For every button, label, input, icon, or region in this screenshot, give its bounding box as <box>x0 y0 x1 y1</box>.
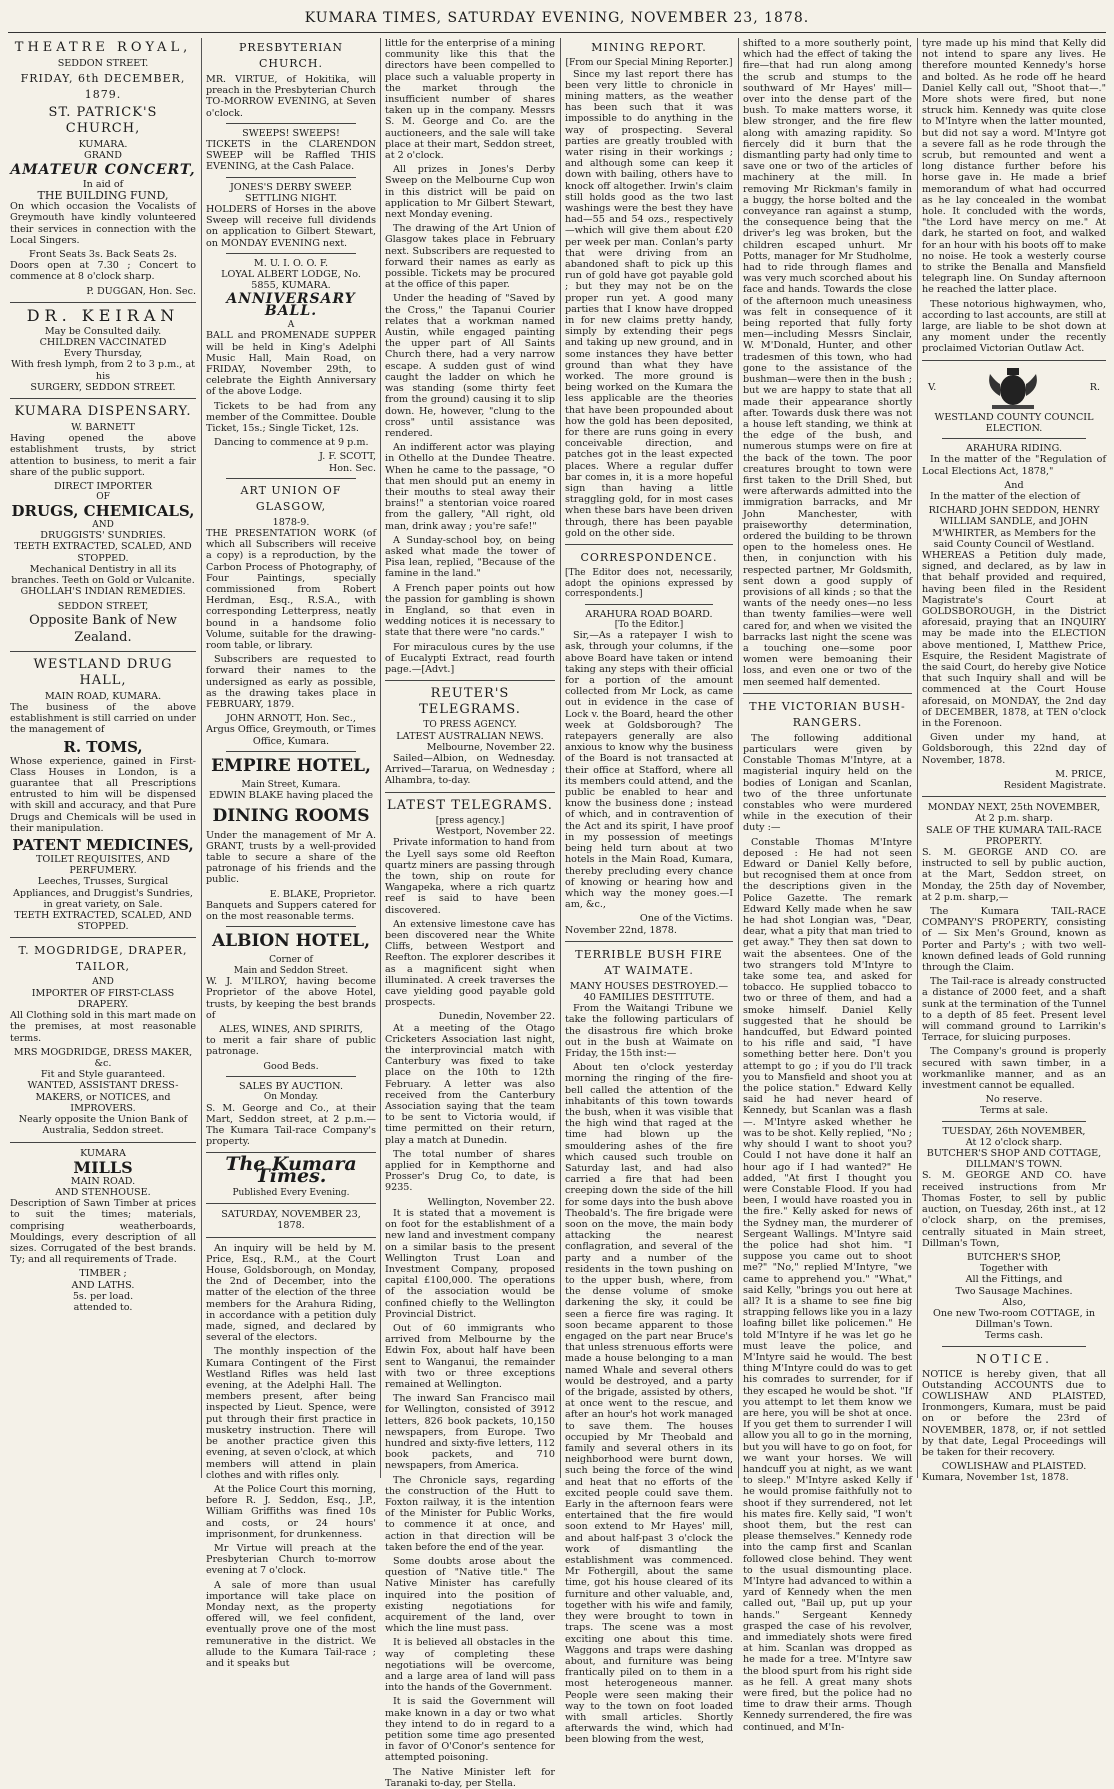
doors: Doors open at 7.30 ; Concert to commence at 8 o'clock sharp. <box>10 260 196 283</box>
telegram: The total number of shares applied for in Kempthorne and Prosser's Drug Co, to date, is 9235. <box>385 1148 555 1194</box>
church-title: ST. PATRICK'S CHURCH, <box>48 105 158 137</box>
toms-body: Whose experience, gained in First-Class Houses in London, is a guarantee that all Prescriptions entrusted to him will be dispensed with skill and accuracy, and that Pure Drugs and Chemicals will be used in their manipulation. <box>10 755 196 834</box>
election-title: WESTLAND COUNTY COUNCIL ELECTION. <box>934 411 1094 434</box>
together: Together with <box>980 1263 1048 1275</box>
barnett: W. BARNETT <box>71 422 135 434</box>
attended: attended to. <box>73 1301 133 1313</box>
article-para: Under the heading of "Saved by the Cross," the Tapanui Courier relates that a workman named Austin, while engaged painting the upper part of All Saints Church there, had a very narrow escape. A sudden gust of wind caught the ladder on which he was standing (some thirty feet from the ground) causing it to slip down. He, however, "clung to the cross" until assistance was rendered. <box>385 293 555 439</box>
cottage: One new Two-room COTTAGE, in Dillman's Town. <box>932 1307 1096 1331</box>
letter-date: November 22nd, 1878. <box>565 924 677 936</box>
divider <box>585 604 713 605</box>
mining-title: MINING REPORT. <box>591 41 707 54</box>
dateline: Wellington, November 22. <box>427 1196 555 1208</box>
dentistry: Mechanical Dentistry in all its branches. Teeth on Gold or Vulcanite. <box>11 563 195 587</box>
matter-1: In the matter of the "Regulation of Local Elections Act, 1878," <box>922 454 1106 477</box>
grand-label: GRAND <box>84 150 122 162</box>
fire-body: shifted to a more southerly point, which had the effect of taking the fire—that had run along among the scrub and stumps to the southward of Mr Hayes' mill—over into the dense part of the bush. To make matters worse, it blew stronger, and the fire flew along with amazing rapidity. So fiercely did it burn that the dismantling party had only time to save one or two of the articles of machinery at the mill. In removing Mr Rickman's family in a buggy, the horse bolted and the conveyance ran against a stump, the consequence being that the driver's leg was broken, but the children escaped unhurt. Mr Potts, manager for Mr Studholme, had to ride through flames and was very much scorched about his face and hands. Towards the close of the afternoon much uneasiness was felt in consequence of it being reported that fully forty men—including Messrs Sinclair, W. M'Donald, Hunter, and other tradesmen of this town, who had gone to the assistance of the bushman—were then in the bush ; but we are happy to state that all made their appearance shortly after. Towards dusk there was not a house left standing, we think at the edge of the bush, and numerous stumps were on fire at the back of the town. The poor creatures brought to town were first taken to the Drill Shed, but were afterwards admitted into the immigration barracks, and Mr John Manchester, with praiseworthy determination, ordered the building to be thrown open to the homeless ones. He then, in conjunction with his respected partner, Mr Goldsmith, sent down a good supply of provisions of all kinds ; so that the wants of the needy ones—no less than twenty families—were well cared for, and when we visited the barracks last night the scene was a touching one—some poor women were bemoaning their loss, and even one or two of the men seemed half demented. <box>743 38 912 688</box>
george-2: S. M. GEORGE AND CO. have received instructions from Mr Thomas Foster, to sell by public auction, on Tuesday, 26th inst., at 12 o'clock sharp, on the premises, centrally situated in Main street, Dillman's Town, <box>922 1170 1106 1249</box>
a-label: A <box>287 319 295 330</box>
dining-body: Under the management of Mr A. GRANT, trusts by a well-provided table to secure a share of the patronage of his friends and the public. <box>206 829 376 886</box>
terms-cash: Terms cash. <box>984 1330 1044 1342</box>
drug-hall-title: WESTLAND DRUG HALL, <box>33 656 173 688</box>
bushrangers-body: Constable Thomas M'Intyre deposed : He had not seen Edward or Daniel Kelly before, but recognised them at once from the descriptions given in the Police Gazette. The remark Edward Kelly made when he saw he had shot Longian was, "Dear, dear, what a pity that man tried to get away." They then sat down to wait the absentees. One of the two strangers told M'Intyre to take some tea, and asked for tobacco. He supplied tobacco to two or three of them, and had a smoke himself. Daniel Kelly suggested that he should be handcuffed, but Edward pointed to his rifle and said, "I have something better here. Don't you attempt to go ; if you do I'll track you to Mansfield and shoot you at the police station." Edward Kelly said he had never heard of Kennedy, but Scanlan was a flash —. M'Intyre asked whether he was to be shot. Kelly replied, "No ; why should I want to shoot you? Could I not have done it half an hour ago if I had wanted?" He added, "At first I thought you were Constable Flood. If you had been, I would have roasted you in the fire." Kelly asked for news of the Sydney man, the murderer of Sergeant Wallings. M'Intyre said the police had shot him. "I suppose you came out to shoot me?" "No," replied M'Intyre, "we came to apprehend you." "What," said Kelly, "brings you out here at all? It is a shame to see fine big strapping fellows like you in a lazy loafing billet like policemen." He told M'Intyre if he was let go he must leave the police, and M'Intyre said he would. The best thing M'Intyre could do was to get his comrades to surrender, for if they escaped he would be shot. "If you attempt to let them know we are here, you will be shot at once. If you get them to surrender I will allow you all to go in the morning, but you will have to go on foot, for we want your horses. We will handcuff you at night, as we want to sleep." M'Intyre asked Kelly if he would promise faithfully not to shoot if they surrendered, not let his mates fire. Kelly said, "I won't shoot them, but the rest can please themselves." Kennedy rode into the camp first and Scanlan followed close behind. They went to the usual dismounting place. M'Intyre had advanced to within a yard of Kennedy when the men called out, "Bail up, put up your hands." Sergeant Kennedy grasped the case of his revolver, and immediately shots were fired at him. Scanlan was dropped as he made for a tree. M'Intyre saw the blood spurt from his right side as he fell. A great many shots were fired, but the police had no time to draw their arms. Though Kennedy surrendered, the fire was continued, and M'In- <box>743 836 913 1733</box>
tailrace-2: The Tail-race is already constructed a distance of 2000 feet, and a shaft sunk at the termination of the Tunnel to a depth of 85 feet. Present level will command ground to Larrikin's Terrace, for sluicing purposes. <box>922 976 1106 1044</box>
ball-dancing: Dancing to commence at 9 p.m. <box>214 437 369 449</box>
doctor-title: DR. KEIRAN <box>26 305 180 325</box>
rm: Resident Magistrate. <box>1003 779 1106 791</box>
scott-sec: Hon. Sec. <box>328 462 376 474</box>
monday-next: MONDAY NEXT, 25th NOVEMBER, At 2 p.m. sharp. <box>927 802 1101 825</box>
divider <box>942 438 1086 439</box>
column-rule <box>380 38 381 1478</box>
paper-title: The Kumara Times. <box>225 1153 357 1187</box>
tuesday: TUESDAY, 26th NOVEMBER, <box>942 1125 1086 1137</box>
divider <box>226 478 356 479</box>
and-label: And <box>1004 479 1024 491</box>
dispensary-body: Having opened the above establishment trusts, by strict attention to business, to merit a fair share of the public support. <box>10 433 196 478</box>
teeth: TEETH EXTRACTED, SCALED, AND STOPPED. <box>14 541 192 564</box>
tailrace-3: The Company's ground is properly secured with sawn timber, in a workmanlike manner, and as an investment cannot be equalled. <box>922 1046 1106 1092</box>
article-para: An indifferent actor was playing in Othello at the Dundee Theatre. When he came to the passage, "O that men should put an enemy in their mouths to steal away their brains!" a stentorian voice roared from the gallery, "All right, old man, drink away ; you're safe!" <box>385 442 555 532</box>
divider <box>226 1076 356 1077</box>
toms-name: R. TOMS, <box>63 737 143 756</box>
telegram: Private information to hand from the Lyell says some old Reefton quartz miners are passing through the town, ship on route for Wangapeka, where a rich quartz reef is said to have been discovered. <box>385 837 555 916</box>
riding: ARAHURA RIDING. <box>966 443 1062 455</box>
telegram: Out of 60 immigrants who arrived from Melbourne by the Edwin Fox, about half have been sent to Wanganui, the remainder with two or three exceptions remained at Wellington. <box>385 1322 555 1390</box>
matter-2: In the matter of the election of <box>930 490 1080 502</box>
editorial: A sale of more than usual importance will take place on Monday next, as the property offered will, we feel confident, eventually prove one of the most remunerative in the district. We allude to the Kumara Tail-race ; and it speaks but <box>206 1579 376 1669</box>
editorial: An inquiry will be held by M. Price, Esq., R.M., at the Court House, Goldsborough, on Monday, the 2nd of December, into the matter of the election of the three members for the Arahura Riding, in accordance with a petition duly made, signed, and declared by several of the electors. <box>206 1242 376 1344</box>
art-union-title: ART UNION OF GLASGOW, <box>240 483 342 513</box>
dining-title: DINING ROOMS <box>212 805 370 826</box>
divider <box>10 651 196 652</box>
telegram: It is said the Government will make known in a day or two what they intend to do in regard to a petition some time ago presented in favor of O'Conor's sentence for attempted poisoning. <box>385 1696 555 1764</box>
mogdridge-imp: IMPORTER OF FIRST-CLASS DRAPERY. <box>31 987 175 1011</box>
notice-title: NOTICE. <box>976 1351 1052 1366</box>
article-para: For miraculous cures by the use of Eucalypti Extract, read fourth page.—[Advt.] <box>385 641 555 675</box>
theatre-date: FRIDAY, 6th DECEMBER, 1879. <box>20 72 186 102</box>
sweeps-title: SWEEPS! SWEEPS! <box>242 127 340 139</box>
notice-date: Kumara, November 1st, 1878. <box>922 1472 1069 1484</box>
nearly: Nearly opposite the Union Bank of Australia, Seddon street. <box>18 1114 188 1137</box>
telegram: It is stated that a movement is on foot for the establishment of a new land and investment company on a similar basis to the present Wellington Trust Loan and Investment Company, proposed capital £100,000. The operations of the association would be confined chiefly to the Wellington Provincial District. <box>385 1207 555 1320</box>
press-agency: TO PRESS AGENCY. <box>423 720 517 731</box>
noon: At 12 o'clock sharp. <box>965 1136 1063 1148</box>
sundries: DRUGGISTS' SUNDRIES. <box>40 530 166 542</box>
scott: J. F. SCOTT, <box>319 451 376 463</box>
toilet: TOILET REQUISITES, AND PERFUMERY. <box>36 853 170 877</box>
column-rule <box>560 38 561 1478</box>
divider <box>206 1237 376 1238</box>
article-para: A French paper points out how the passion for gambling is shown in England, so that even in wedding notices it is necessary to state that there were "no cards." <box>385 582 555 639</box>
banquets: Banquets and Suppers catered for on the most reasonable terms. <box>206 899 376 922</box>
teeth-2: TEETH EXTRACTED, SCALED, AND STOPPED. <box>14 909 192 933</box>
press-agency: [press agency.] <box>435 815 505 826</box>
good-beds: Good Beds. <box>263 1060 319 1072</box>
members-names: RICHARD JOHN SEDDON, HENRY WILLIAM SANDLE, and JOHN M'WHIRTER, as Members for the said County Council of Westland. <box>928 505 1100 550</box>
dateline: Westport, November 22. <box>435 826 555 838</box>
notice-body: NOTICE is hereby given, that all Outstanding ACCOUNTS due to COWLISHAW AND PLAISTED, Ironmongers, Kumara, must be paid on or before the 23rd of NOVEMBER, 1878, or, if not settled by that date, Legal Proceedings will be taken for their recovery. <box>922 1368 1106 1458</box>
bushrangers-body: tyre made up his mind that Kelly did not intend to spare any lives. He therefore mounted Kennedy's horse and bolted. As he rode off he heard Daniel Kelly call out, "Shoot that—." More shots were fired, but none struck him. Kennedy was quite close to M'Intyre when the latter mounted, but did not say a word. M'Intyre got a severe fall as he rode through the scrub, but remounted and went a long distance further before his horse gave in. He made a brief memorandum of what had occurred as he lay concealed in the wombat hole. It concluded with the words, "the Lord have mercy on me." At dark, he started on foot, and walked for an hour with his boots off to make no noise. He took a westerly course to strike the Benalla and Mansfield telegraph line. On Sunday afternoon he reached the latter place. <box>922 38 1106 296</box>
in-aid: In aid of <box>82 178 124 190</box>
divider <box>565 544 733 545</box>
column-rule <box>738 38 739 1478</box>
laths: AND LATHS. <box>71 1279 135 1291</box>
mining-reporter: [From our Special Mining Reporter.] <box>565 58 733 68</box>
holders: HOLDERS of Horses in the above Sweep will receive full dividends on application to Gilbert Stewart, on MONDAY EVENING next. <box>206 204 376 249</box>
mills-road: MAIN ROAD. <box>70 1175 136 1187</box>
telegram: It is believed all obstacles in the way of completing these negotiations will be overcome, and a large area of land will pass into the hands of the Government. <box>385 1637 555 1694</box>
drug-hall-body: The business of the above establishment is still carried on under the management of <box>10 701 196 736</box>
sweeps-body: TICKETS in the CLARENDON SWEEP will be Raffled THIS EVENING, at the Cash Palace. <box>206 139 376 173</box>
fit: Fit and Style guaranteed. <box>40 1069 166 1081</box>
masthead: KUMARA TIMES, SATURDAY EVENING, NOVEMBER 23, 1878. <box>304 10 810 26</box>
divider <box>226 751 356 752</box>
and-label: AND <box>92 519 114 530</box>
divider <box>10 302 196 303</box>
ales: ALES, WINES, AND SPIRITS, <box>219 1024 363 1035</box>
edwin: EDWIN BLAKE having placed the <box>209 790 373 802</box>
on-monday: On Monday. <box>263 1092 319 1103</box>
tailrace: The Kumara TAIL-RACE COMPANY'S PROPERTY, consisting of — Six Men's Ground, known as Porter and Party's ; with two well-known defined leads of Gold running through the Claim. <box>922 906 1106 974</box>
editor-note: [The Editor does not, necessarily, adopt the opinions expressed by correspondents.] <box>565 568 733 600</box>
mills-body: Description of Sawn Timber at prices to suit the times; materials, comprising weatherboards, Mouldings, every description of all sizes. Corrugated of the best brands. Ty; and all requirements of Trade. <box>10 1198 196 1266</box>
divider <box>942 1121 1086 1122</box>
and-label: AND <box>92 977 114 988</box>
art-body: THE PRESENTATION WORK (of which all Subscribers will receive a copy) is a reproduction, by the Carbon Process of Photography, of Four Paintings, specially commissioned from Robert Herdman, Esq., R.S.A., with corresponding Letterpress, neatly bound in a handsome folio Volume, suitable for the drawing-room table, or library. <box>206 528 376 652</box>
telegram: An extensive limestone cave has been discovered near the White Cliffs, between Westport and Reefton. The explorer describes it as a magnificent sight when illuminated. A creek traverses the cave yielding good payable gold prospects. <box>385 918 555 1009</box>
divider <box>226 123 356 124</box>
divider <box>385 792 555 793</box>
albion-title: ALBION HOTEL, <box>211 931 371 952</box>
letter-sign: One of the Victims. <box>639 913 733 925</box>
fittings: All the Fittings, and <box>965 1274 1063 1286</box>
tailrace-sale-title: SALE OF THE KUMARA TAIL-RACE PROPERTY. <box>926 824 1102 847</box>
v-label: V. <box>928 382 937 394</box>
albion-merit: to merit a fair share of public patronage. <box>206 1035 376 1058</box>
of-label: OF <box>96 492 110 503</box>
terms: Terms at sale. <box>979 1105 1049 1117</box>
whereas: WHEREAS a Petition duly made, signed, and declared, as by law in that behalf provided and required, having been filed in the Resident Magistrate's Court at GOLDSBOROUGH, in the District aforesaid, praying that an INQUIRY may be made into the ELECTION above mentioned, I, Matthew Price, Esquire, the Resident Magistrate of the said Court, do hereby give Notice that such Inquiry shall and will be commenced at the Court House aforesaid, on MONDAY, the 2nd day of DECEMBER, 1878, at TEN o'clock in the Forenoon. <box>922 549 1106 729</box>
correspondence-title: CORRESPONDENCE. <box>580 551 718 565</box>
doctor-line: May be Consulted daily. <box>44 325 162 337</box>
column-2 <box>206 38 376 1669</box>
divider <box>10 398 196 399</box>
divider <box>226 177 356 178</box>
fund-title: THE BUILDING FUND, <box>37 189 169 203</box>
no-reserve: No reserve. <box>985 1094 1043 1106</box>
argus: Argus Office, Greymouth, or Times Office, Kumara. <box>206 724 376 747</box>
mills-title: MILLS <box>73 1157 133 1177</box>
per-load: 5s. per load. <box>72 1290 134 1302</box>
butcher-title: BUTCHER'S SHOP AND COTTAGE, DILLMAN'S TOWN. <box>926 1148 1102 1171</box>
concert-title: AMATEUR CONCERT, <box>10 161 196 178</box>
divider <box>565 941 733 942</box>
albion-corner: Corner of <box>269 955 313 966</box>
top-rule <box>8 32 1106 33</box>
telegram: The inward San Francisco mail for Wellington, consisted of 3912 letters, 826 book packets, 10,150 newspapers, from Europe. Two hundred and sixty-five letters, 112 book packets, and 710 newspapers, from America. <box>385 1393 555 1472</box>
telegram: Some doubts arose about the question of "Native title." The Native Minister has carefully inquired into the position of existing negotiations for acquirement of the land, over which the line must pass. <box>385 1555 555 1635</box>
cowlishaw: COWLISHAW and PLAISTED. <box>941 1461 1087 1473</box>
concert-sec: P. DUGGAN, Hon. Sec. <box>86 285 196 297</box>
sales-title: SALES BY AUCTION. <box>239 1080 343 1092</box>
telegram: Sailed—Albion, on Wednesday. Arrived—Tararua, on Wednesday ; Alhambra, to-day. <box>385 753 555 787</box>
empire-addr: Main Street, Kumara. <box>241 779 341 790</box>
fire-body: About ten o'clock yesterday morning the ringing of the fire-bell called the attention of the inhabitants of this town towards the bush, when it was visible that the high wind that raged at the time had blown up the smouldering ashes of the fire which caused such trouble on Saturday last, and had also carried a fire that had been creeping down the side of the hill for some days into the bush above Theobald's. The fire brigade were soon on the move, the main body attacking the nearest conflagration, and several of the party and a number of the residents in the town pushing on to the upper bush, where, from the dense volume of smoke darkening the sky, it could be seen a fierce fire was raging. It soon became apparent to those engaged on the part near Bruce's that unless strenuous efforts were made a house belonging to a man named Whale and several others would be destroyed, and a party of the brigade, assisted by others, at once went to the rescue, and after an hour's hot work managed to save them. The houses occupied by Mr Theobald and family and several others in its neighborhood were burnt down, such being the force of the wind and heat that no efforts of the excited people could save them. Early in the afternoon fears were entertained that the fire would soon extend to Mr Hayes' mill, and about half-past 3 o'clock the work of dismantling the establishment was commenced. Mr Fothergill, about the same time, got his house cleared of its furniture and other valuable, and, together with his wife and family, they were brought to town in traps. The scene was a most exciting one about this time. Waggons and traps were dashing about, and furniture was being frantically piled on to them in a most heterogeneous manner. People were seen making their way to the town on foot loaded with small articles. Shortly afterwards the wind, which had been blowing from the west, <box>565 1062 733 1746</box>
stenhouse: AND STENHOUSE. <box>55 1186 151 1198</box>
art-year: 1878-9. <box>272 516 310 528</box>
article-para: A Sunday-school boy, on being asked what made the tower of Pisa lean, replied, "Because of the famine in the land." <box>385 534 555 580</box>
kumara-mills: KUMARA <box>80 1147 126 1159</box>
reuters-title: REUTER'S TELEGRAMS. <box>419 686 521 718</box>
editorial: At the Police Court this morning, before R. J. Seddon, Esq., J.P., William Griffiths was fined 10s and costs, or 24 hours' imprisonment, for drunkenness. <box>206 1483 376 1540</box>
mogdridge-title: T. MOGDRIDGE, DRAPER, TAILOR, <box>18 944 188 974</box>
paper-date: SATURDAY, NOVEMBER 23, 1878. <box>221 1209 361 1232</box>
art-body-2: Subscribers are requested to forward their names to the undersigned as early as possible, as the drawing takes place in FEBRUARY, 1879. <box>206 654 376 711</box>
telegram: The Native Minister left for Taranaki to-day, per Stella. <box>385 1766 555 1789</box>
divider <box>226 253 356 254</box>
telegram: At a meeting of the Otago Cricketers Association last night, the interprovincial match with Canterbury was fixed to take place on the 10th to 12th February. A letter was also received from the Canterbury Association saying that the team to be sent to Victoria would, if time permitted on their return, play a match at Dunedin. <box>385 1022 555 1146</box>
wanted: WANTED, ASSISTANT DRESS-MAKERS, or NOTICES, and IMPROVERS. <box>27 1080 179 1114</box>
settling: SETTLING NIGHT. <box>244 192 338 204</box>
to-editor: [To the Editor.] <box>614 619 684 630</box>
presb-title: PRESBYTERIAN CHURCH. <box>239 41 343 70</box>
opposite-bank: Opposite Bank of New Zealand. <box>29 612 177 645</box>
mining-body: Since my last report there has been very little to chronicle in mining matters, as the weather has been such that it was impossible to do anything in the way of prospecting. Several parties are greatly troubled with water rising in their workings ; and although some can keep it down with bailing, others have to knock off altogether. Irwin's claim still holds good as the two last washings were the best they have had—55 and 54 ozs., respectively—which will give them about £20 per week per man. Conlan's party that were driving from an abandoned shaft to pick up this run of gold have got payable gold ; but they may not be on the proper run yet. A good many parties that I know have dropped in for new claims pretty handy, simply by extending their pegs and taking up new ground, and in some instances they have better ground than what they have worked. The more ground is being worked on the Kumara the less applicable are the theories that have been propounded about how the gold has been deposited, for there are runs going in every conceivable direction, and patches got in the least expected places. Where a regular duffer bar comes in, it is a more hopeful sign than having a little straggling gold, for in most cases when these bars have been driven through, there has been payable gold on the other side. <box>565 68 733 539</box>
theatre-address: SEDDON STREET. <box>57 58 149 69</box>
theatre-title: THEATRE ROYAL, <box>14 40 192 55</box>
article-para: little for the enterprise of a mining community like this that the directors have been compelled to place such a valuable property in the market through the insufficient number of shares taken up in the company. Messrs S. M. George and Co. are the auctioneers, and the sale will take place at their mart, Seddon street, at 2 o'clock. <box>385 38 555 162</box>
mogdridge-body: All Clothing sold in this mart made on the premises, at most reasonable terms. <box>10 1010 196 1044</box>
published: Published Every Evening. <box>232 1187 350 1198</box>
shop: BUTCHER'S SHOP, <box>966 1251 1062 1263</box>
also: Also, <box>1002 1296 1026 1308</box>
bushrangers-body: These notorious highwaymen, who, according to last accounts, are still at large, are liable to be shot down at any moment under the recently proclaimed Victorian Outlaw Act. <box>922 298 1106 355</box>
dateline: Melbourne, November 22. <box>426 741 555 753</box>
latest-aus: LATEST AUSTRALIAN NEWS. <box>396 730 544 742</box>
divider <box>385 680 555 681</box>
column-4 <box>565 38 733 1746</box>
dispensary-title: KUMARA DISPENSARY. <box>14 404 192 420</box>
divider <box>942 1346 1086 1347</box>
column-5 <box>743 38 913 1733</box>
arahura-title: ARAHURA ROAD BOARD. <box>585 608 713 620</box>
column-1 <box>10 38 196 1478</box>
albion-addr: Main and Seddon Street. <box>233 965 349 976</box>
main-road: MAIN ROAD, KUMARA. <box>44 690 162 702</box>
presb-body: MR. VIRTUE, of Hokitika, will preach in the Presbyterian Church TO-MORROW EVENING, at Seven o'clock. <box>206 74 376 119</box>
divider <box>10 1142 196 1143</box>
given: Given under my hand, at Goldsborough, this 22nd day of November, 1878. <box>922 732 1106 766</box>
fire-subtitle: MANY HOUSES DESTROYED.—40 FAMILIES DESTITUTE. <box>569 980 729 1003</box>
doctor-line: CHILDREN VACCINATED <box>39 337 167 349</box>
jones-title: JONES'S DERBY SWEEP. <box>229 181 353 193</box>
ball-tickets: Tickets to be had from any member of the Committee. Double Ticket, 15s.; Single Ticket, 12s. <box>206 400 376 434</box>
divider <box>743 693 912 694</box>
ball-title: ANNIVERSARY BALL. <box>226 291 356 319</box>
doctor-line: With fresh lymph, from 2 to 3 p.m., at his <box>11 359 195 382</box>
george-1: S. M. GEORGE AND CO. are instructed to sell by public auction, at the Mart, Seddon street, on Monday, the 25th day of November, at 2 p.m. sharp,— <box>922 847 1106 903</box>
doctor-line: SURGERY, SEDDON STREET. <box>30 381 176 393</box>
royal-arms-block <box>928 366 1100 410</box>
seats: Front Seats 3s. Back Seats 2s. <box>29 249 177 261</box>
article-para: All prizes in Jones's Derby Sweep on the Melbourne Cup won in this district will be paid on application to Mr Gilbert Stewart, next Monday evening. <box>385 164 555 221</box>
editorial: Mr Virtue will preach at the Presbyterian Church to-morrow evening at 7 o'clock. <box>206 1542 376 1577</box>
doctor-line: Every Thursday, <box>63 348 143 360</box>
muioof: M. U. I. O. O. F. <box>253 257 329 269</box>
sausage: Two Sausage Machines. <box>955 1285 1073 1297</box>
column-rule <box>917 38 918 1478</box>
drugs-title: DRUGS, CHEMICALS, <box>11 501 195 520</box>
bushrangers-body: The following additional particulars were given by Constable Thomas M'Intyre, at a magisterial inquiry held on the bodies of Lonigan and Scanlan, two of the three unfortunate constables who were murdered while in the execution of their duty :— <box>743 732 912 834</box>
timber: TIMBER ; <box>79 1268 127 1280</box>
divider <box>226 926 356 927</box>
article-para: The drawing of the Art Union of Glasgow takes place in February next. Subscribers are requested to forward their names as early as possible. Tickets may be procured at the office of this paper. <box>385 223 555 291</box>
importer: DIRECT IMPORTER <box>53 481 153 493</box>
eblake: E. BLAKE, Proprietor. <box>269 888 376 900</box>
lodge: LOYAL ALBERT LODGE, No. 5855, KUMARA. <box>221 269 361 292</box>
ghollah: GHOLLAH'S INDIAN REMEDIES. <box>20 586 186 598</box>
column-6 <box>922 38 1106 1484</box>
seddon-st: SEDDON STREET, <box>57 600 149 612</box>
price: M. PRICE, <box>1055 768 1106 780</box>
church-place: KUMARA. <box>78 139 128 151</box>
divider <box>206 1203 376 1204</box>
bushrangers-title: THE VICTORIAN BUSH-RANGERS. <box>749 699 906 729</box>
letter-body: Sir,—As a ratepayer I wish to ask, through your columns, if the above Board have taken or intend taking any steps with their official for a portion of the amount collected from Mr Lock, as came out in evidence in the case of Lock v. the Board, heard the other week at Goldsborough? The ratepayers generally are also anxious to know why the business of the Board is not transacted at their office at Stafford, where all its members could attend, and the public be enabled to hear and know the business done ; instead of which, and in contravention of the Act and its spirit, I have proof in my possession of meetings being held turn about at two hotels in the Main Road, Kumara, thereby precluding every chance of knowing or hearing how and which way the money goes.—I am, &c., <box>565 630 733 911</box>
fire-body: From the Waitangi Tribune we take the following particulars of the disastrous fire which broke out in the bush at Waimate on Friday, the 15th inst:— <box>565 1003 733 1059</box>
leeches: Leeches, Trusses, Surgical Appliances, and Druggist's Sundries, in great variety, on Sale. <box>13 876 193 910</box>
divider <box>922 360 1106 361</box>
concert-body: On which occasion the Vocalists of Greymouth have kindly volunteered their services in connection with the Local Singers. <box>10 201 196 246</box>
column-3 <box>385 38 555 1789</box>
latest-telegrams-title: LATEST TELEGRAMS. <box>387 797 553 813</box>
r-label: R. <box>1089 382 1100 394</box>
mrs-mogdridge: MRS MOGDRIDGE, DRESS MAKER, &c. <box>13 1046 193 1070</box>
arnott: JOHN ARNOTT, Hon. Sec., <box>226 713 356 725</box>
dateline: Dunedin, November 22. <box>438 1011 555 1023</box>
patent-title: PATENT MEDICINES, <box>12 835 194 854</box>
george-sale: S. M. George and Co., at their Mart, Seddon street, at 2 p.m.—The Kumara Tail-race Company's property. <box>206 1102 376 1148</box>
ball-body: BALL and PROMENADE SUPPER will be held in King's Adelphi Music Hall, Main Road, on FRIDAY, November 29th, to celebrate the Eighth Anniversary of the above Lodge. <box>206 330 376 398</box>
telegram: The Chronicle says, regarding the construction of the Hutt to Foxton railway, it is the intention of the Minister for Public Works, to commence it at once, and action in that direction will be taken before the end of the year. <box>385 1474 555 1553</box>
empire-title: EMPIRE HOTEL, <box>211 755 371 776</box>
divider <box>922 796 1106 797</box>
column-rule <box>201 38 202 1478</box>
royal-arms-icon <box>978 366 1048 410</box>
editorial: The monthly inspection of the Kumara Contingent of the First Westland Rifles was held last evening, at the Adelphi Hall. The members present, after being inspected by Lieut. Spence, were put through their first practice in musketry instruction. There will be another practice given this evening, at seven o'clock, at which members will attend in plain clothes and with rifles only. <box>206 1346 376 1481</box>
divider <box>10 937 196 938</box>
albion-body: W. J. M'ILROY, having become Proprietor of the above Hotel, trusts, by keeping the best brands of <box>206 976 376 1021</box>
fire-title: TERRIBLE BUSH FIRE AT WAIMATE. <box>575 947 723 977</box>
